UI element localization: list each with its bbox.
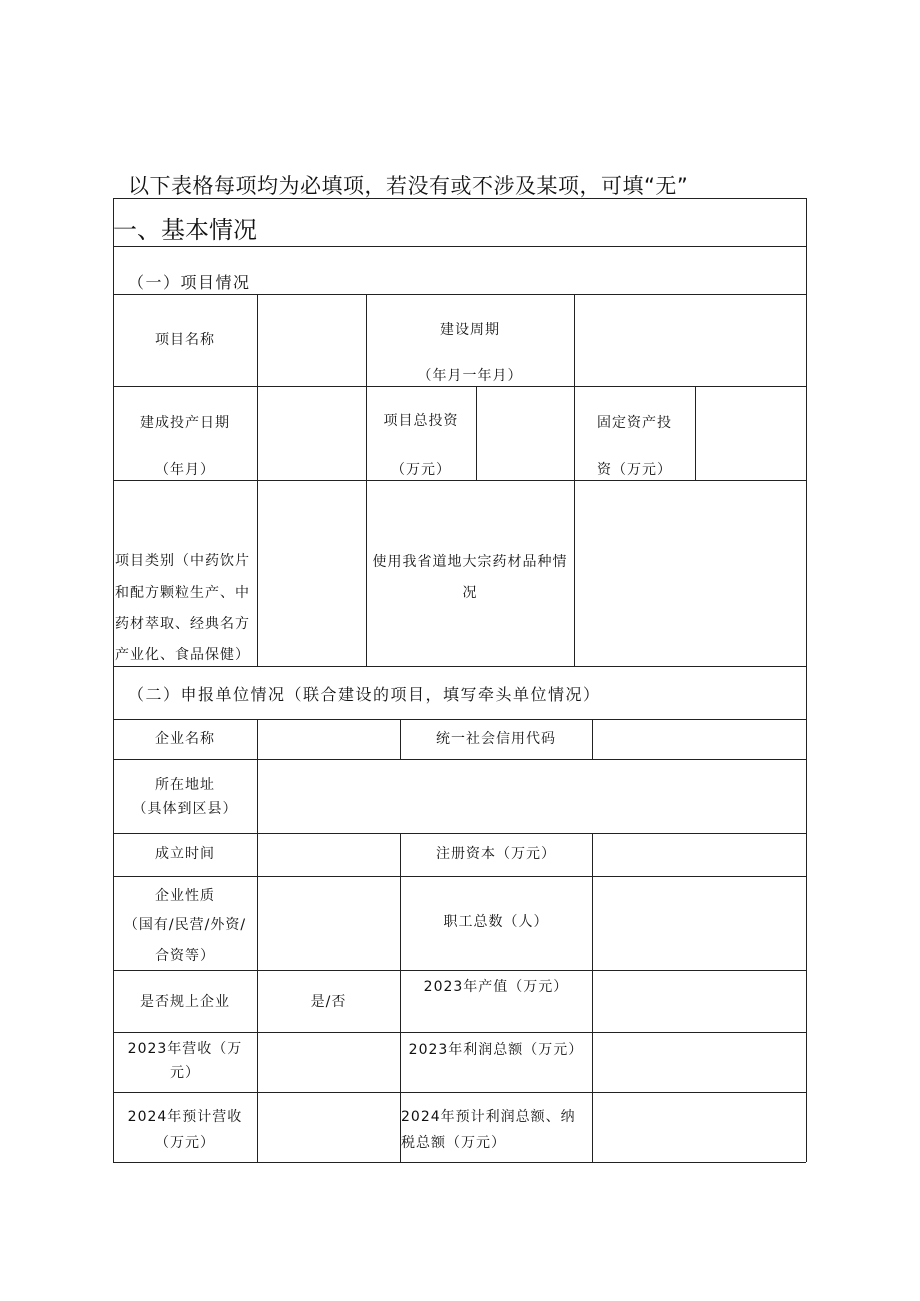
revenue-2024-label: （万元） [155,1135,215,1151]
founded-label: 成立时间 [155,846,215,862]
company-nature-note: （国有/民营/外资/ [123,917,247,933]
project-heading: （一）项目情况 [128,273,251,292]
row-divider [113,876,806,877]
table-border [113,198,806,199]
col-divider [695,386,696,480]
fixed-investment-unit: 资（万元） [597,462,672,478]
row-divider [113,386,806,387]
build-period-unit: （年月一年月） [417,368,523,384]
row-divider [113,666,806,667]
output-2023-label: 2023年产值（万元） [423,979,569,995]
row-divider [113,759,806,760]
row-divider [113,480,806,481]
project-category-label: 和配方颗粒生产、中 [115,585,250,601]
revenue-2023-label: 元） [170,1065,200,1081]
above-scale-value: 是/否 [310,994,347,1010]
profit-2023-label: 2023年利润总额（万元） [408,1042,584,1058]
revenue-2023-label: 2023年营收（万 [127,1041,243,1057]
profit-2024-label: 2024年预计利润总额、纳 [401,1109,576,1125]
registered-capital-label: 注册资本（万元） [436,846,556,862]
total-investment-label: 项目总投资 [383,413,459,429]
section-title: 一、基本情况 [113,216,257,244]
company-nature-note: 合资等） [155,948,215,964]
company-nature-label: 企业性质 [155,888,215,904]
col-divider [592,719,593,759]
table-border [113,1162,806,1163]
company-name-label: 企业名称 [155,731,215,747]
row-divider [113,970,806,971]
col-divider [257,719,258,1162]
row-divider [113,719,806,720]
col-divider [257,294,258,666]
address-label: 所在地址 [155,777,215,793]
herb-usage-label: 况 [462,585,478,601]
table-border [806,198,807,1162]
applicant-heading: （二）申报单位情况（联合建设的项目，填写牵头单位情况） [128,685,601,704]
col-divider [366,294,367,666]
total-investment-unit: （万元） [391,462,451,478]
credit-code-label: 统一社会信用代码 [436,731,556,747]
fixed-investment-label: 固定资产投 [597,415,672,431]
build-period-label: 建设周期 [440,322,500,338]
col-divider [592,833,593,1162]
profit-2024-label: 税总额（万元） [401,1135,506,1151]
project-category-label: 项目类别（中药饮片 [115,553,250,569]
employees-label: 职工总数（人） [443,914,549,930]
project-name-label: 项目名称 [155,332,215,348]
col-divider [476,386,477,480]
row-divider [113,246,806,247]
project-category-label: 药材萃取、经典名方 [115,616,250,632]
instruction-note: 以下表格每项均为必填项，若没有或不涉及某项，可填“无” [128,174,689,198]
revenue-2024-label: 2024年预计营收 [127,1109,243,1125]
above-scale-label: 是否规上企业 [140,994,230,1010]
address-note: （具体到区县） [132,801,238,817]
project-category-label: 产业化、食品保健） [115,647,250,663]
completion-date-label: 建成投产日期 [140,415,230,431]
row-divider [113,1032,806,1033]
row-divider [113,833,806,834]
row-divider [113,1092,806,1093]
application-form-table [113,198,806,1162]
row-divider [113,294,806,295]
col-divider [574,294,575,666]
herb-usage-label: 使用我省道地大宗药材品种情 [372,554,568,570]
completion-date-unit: （年月） [155,462,215,478]
